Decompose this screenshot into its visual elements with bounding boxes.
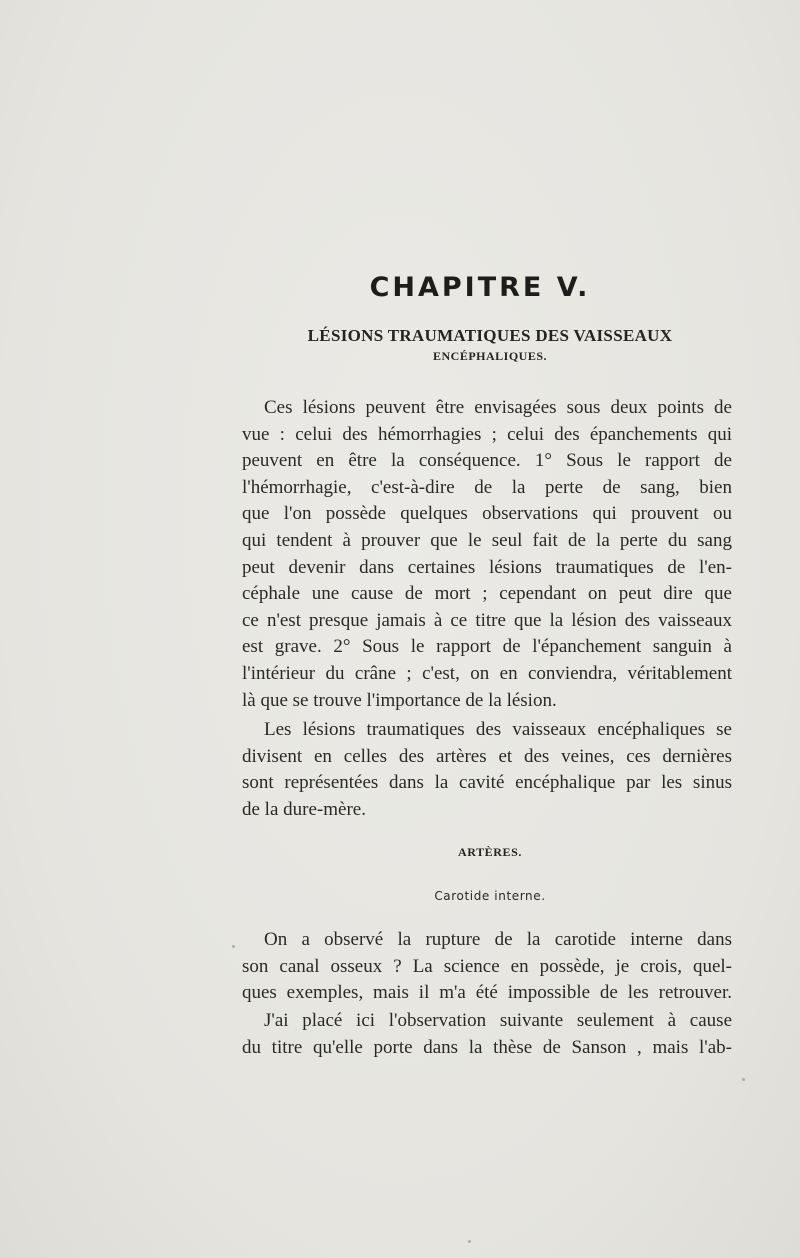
paragraph-observation [242,1008,732,1061]
text-line: Ces lésions peuvent être envisagées sous deux points de [264,397,732,418]
paragraph-division [242,717,732,823]
text-line: céphale une cause de mort ; cependant on peut dire que [242,583,732,605]
ink-speck [468,1240,471,1243]
text-line: divisent en celles des artères et des veines, ces dernières [242,745,732,767]
text-line: de la dure-mère. [242,798,366,820]
chapter-title-line1: LÉSIONS TRAUMATIQUES DES VAISSEAUX [307,326,673,345]
text-line: sont représentées dans la cavité encéphalique par les sinus [242,772,732,794]
chapter-title-line2: ENCÉPHALIQUES. [432,349,548,363]
text-line: l'hémorrhagie, c'est-à-dire de la perte de sang, bien [242,476,732,498]
text-line: peuvent en être la conséquence. 1° Sous le rapport de [242,450,732,472]
paragraph-carotid [242,927,732,1007]
chapter-heading: CHAPITRE V. [369,272,591,303]
text-line: l'intérieur du crâne ; c'est, on en conviendra, véritablement [242,662,732,684]
text-line: que l'on possède quelques observations qui prouvent ou [242,503,732,525]
text-line: ce n'est presque jamais à ce titre que la lésion des vaisseaux [242,609,732,631]
text-line: est grave. 2° Sous le rapport de l'épanchement sanguin à [242,636,732,658]
text-line: On a observé la rupture de la carotide interne dans [264,929,732,950]
text-line: ques exemples, mais il m'a été impossible de les retrouver. [242,982,732,1004]
text-line: son canal osseux ? La science en possède, je crois, quel- [242,955,732,977]
subsection-heading: Carotide interne. [434,889,546,903]
section-heading: ARTÈRES. [457,845,523,859]
text-line: Les lésions traumatiques des vaisseaux encéphaliques se [264,719,732,740]
text-line: J'ai placé ici l'observation suivante seulement à cause [264,1010,732,1031]
text-line: vue : celui des hémorrhagies ; celui des épanchements qui [242,423,732,445]
ink-speck [742,1078,745,1081]
paragraph-hemorrhage [242,395,732,714]
ink-speck [232,945,235,948]
text-line: là que se trouve l'importance de la lésion. [242,689,557,711]
text-line: du titre qu'elle porte dans la thèse de Sanson , mais l'ab- [242,1036,732,1058]
text-line: peut devenir dans certaines lésions traumatiques de l'en- [242,556,732,578]
text-line: qui tendent à prouver que le seul fait de la perte du sang [242,529,732,551]
